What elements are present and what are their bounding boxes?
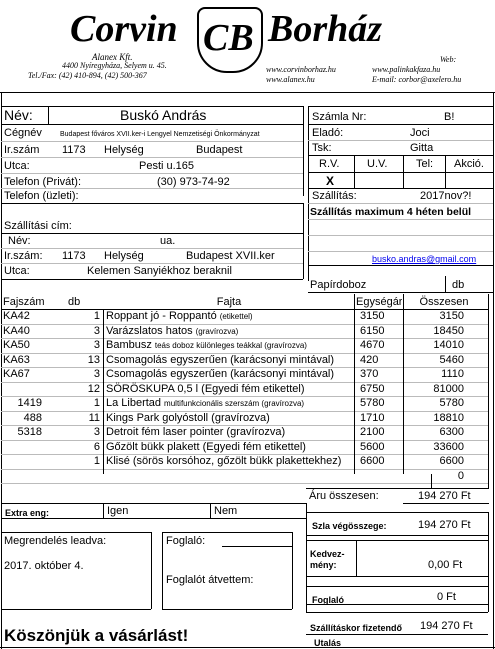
rule: [306, 604, 488, 605]
customer-phone[interactable]: (30) 973-74-92: [157, 176, 230, 188]
row-rule: [1, 483, 488, 484]
item-note: multifunkcionális szerszám (gravírozva): [164, 399, 305, 408]
rule: [431, 474, 432, 488]
rule: [308, 219, 493, 220]
item-name: Csomagolás egyszerűen (karácsonyi mintával): [106, 368, 335, 380]
cell-unit-price[interactable]: 2100: [360, 426, 385, 438]
cell-name[interactable]: [106, 425, 353, 439]
customer-phone-label: Telefon (Privát):: [4, 176, 82, 188]
mark-x[interactable]: X: [326, 174, 335, 188]
rule: [210, 503, 211, 518]
rule: [0, 647, 495, 648]
rule: [306, 488, 489, 489]
order-placed-date[interactable]: 2017. október 4.: [4, 560, 84, 572]
rule: [308, 124, 493, 125]
cell-total: 81000: [433, 383, 464, 395]
rule: [306, 634, 488, 635]
order-placed-label: Megrendelés leadva:: [4, 535, 107, 547]
email-contact[interactable]: E-mail: corbor@axelero.hu: [372, 75, 462, 84]
cell-code[interactable]: KA67: [3, 368, 30, 380]
rule: [303, 106, 304, 196]
customer-street[interactable]: Pesti u.165: [139, 160, 195, 172]
col-tel: Tel:: [416, 158, 434, 170]
cell-unit-price[interactable]: 420: [360, 354, 379, 366]
rule: [306, 540, 488, 541]
cell-total: 18810: [433, 412, 464, 424]
customer-work-phone-label: Telefon (üzleti):: [4, 190, 79, 202]
extra-yes[interactable]: Igen: [107, 505, 129, 517]
shipping-name-label: Név:: [8, 235, 31, 247]
cell-db[interactable]: 1: [93, 310, 100, 322]
cell-name[interactable]: [106, 454, 353, 468]
cell-code[interactable]: [3, 454, 43, 468]
shipping-city[interactable]: Budapest XVII.ker: [186, 250, 275, 262]
rule: [1, 248, 303, 249]
shipping-street-label: Utca:: [4, 265, 30, 277]
cell-code[interactable]: 5318: [17, 426, 42, 438]
shipping-name[interactable]: ua.: [160, 235, 176, 247]
cell-code[interactable]: [3, 469, 43, 483]
company-name: Alanex Kft.: [92, 52, 133, 62]
rule: [48, 106, 49, 124]
cell-total: 5460: [439, 354, 464, 366]
thanks-message: Köszönjük a vásárlást!: [4, 626, 189, 645]
col-rv: R.V.: [319, 158, 340, 170]
th-db: db: [68, 296, 81, 308]
rule: [306, 512, 488, 513]
item-name: Varázslatos hatos: [106, 325, 193, 337]
customer-zip[interactable]: 1173: [62, 144, 86, 156]
cell-unit-price[interactable]: 4670: [360, 339, 385, 351]
cell-unit-price[interactable]: 6750: [360, 383, 385, 395]
item-name: Detroit fém laser pointer (gravírozva): [106, 426, 286, 438]
goods-total-label: Áru összesen:: [309, 490, 379, 502]
rule: [1, 503, 306, 504]
cell-unit-price[interactable]: 5600: [360, 441, 385, 453]
goods-total: 194 270 Ft: [418, 490, 471, 502]
cell-db[interactable]: 3: [93, 325, 100, 337]
cell-name[interactable]: [106, 338, 353, 352]
rule: [308, 188, 493, 189]
rule: [222, 546, 292, 547]
rule: [1, 263, 303, 264]
pay-on-delivery: 194 270 Ft: [420, 620, 473, 632]
cell-code[interactable]: [3, 382, 43, 396]
cell-name[interactable]: [106, 411, 353, 425]
cell-db[interactable]: 1: [93, 397, 100, 409]
delivery-date[interactable]: 2017nov?!: [420, 190, 472, 202]
rule: [354, 294, 355, 474]
cell-unit-price[interactable]: 6600: [360, 455, 385, 467]
deposit-total-label: Foglaló: [312, 595, 344, 605]
shipping-title: Szállítási cím:: [4, 220, 72, 232]
rule: [356, 540, 357, 576]
customer-body[interactable]: Budapest főváros XVII.ker-i Lengyel Nemzetiségi Önkormányzat: [60, 131, 260, 138]
th-total: Összesen: [419, 296, 469, 308]
discount-label-1: Kedvez-: [310, 549, 345, 559]
discount: 0,00 Ft: [428, 559, 463, 571]
item-name: Klisé (sörös korsóhoz, gőzölt bükk plakettekhez): [106, 455, 342, 467]
item-name: Bambusz: [106, 339, 152, 351]
rule: [308, 292, 493, 293]
company-phone: Tel./Fax: (42) 410-894, (42) 500-367: [28, 71, 147, 80]
item-name: La Libertad: [106, 397, 162, 409]
cell-unit-price[interactable]: 1710: [360, 412, 385, 424]
discount-label-2: mény:: [310, 560, 337, 570]
web-label: Web:: [440, 55, 457, 64]
cell-code[interactable]: 488: [23, 412, 42, 424]
cell-total: 0: [457, 470, 464, 482]
shipping-zip[interactable]: 1173: [62, 250, 86, 262]
item-note: (gravírozva): [195, 327, 239, 336]
cell-name[interactable]: [106, 324, 353, 338]
cell-db[interactable]: 6: [93, 441, 100, 453]
rule: [306, 576, 488, 577]
seller[interactable]: Joci: [410, 127, 430, 139]
cell-total: 6600: [439, 455, 464, 467]
cell-total: 6300: [439, 426, 464, 438]
rule: [306, 612, 488, 613]
box-label: Papírdoboz: [310, 279, 367, 291]
cell-name[interactable]: [106, 440, 353, 454]
cell-name[interactable]: [106, 309, 353, 323]
order-deposit-label: Foglaló:: [166, 535, 206, 547]
item-name: Csomagolás egyszerűen (karácsonyi mintával): [106, 354, 335, 366]
customer-name-label: Név:: [4, 107, 33, 123]
deposit-total: 0 Ft: [437, 591, 456, 603]
th-code: Fajszám: [3, 296, 45, 308]
rule: [303, 203, 304, 279]
rule: [445, 276, 446, 292]
cell-code[interactable]: [3, 440, 43, 454]
rule: [308, 140, 493, 141]
shipping-street[interactable]: Kelemen Sanyiékhoz beraknil: [87, 265, 232, 277]
invoice-number[interactable]: B!: [444, 111, 455, 123]
item-name: Kings Park golyóstoll (gravírozva): [106, 412, 270, 424]
rule: [308, 172, 493, 173]
deposit-received-label: Foglalót átvettem:: [166, 574, 254, 586]
rule: [1, 157, 303, 158]
cell-code[interactable]: 1419: [17, 397, 42, 409]
cell-total: 1110: [441, 368, 464, 380]
cell-code[interactable]: KA50: [3, 339, 30, 351]
cell-total: 18450: [433, 325, 464, 337]
cell-name[interactable]: [106, 469, 353, 483]
customer-name[interactable]: Buskó András: [120, 107, 207, 123]
rule: [162, 532, 163, 609]
customer-zip-label: Ir.szám: [4, 144, 40, 156]
cell-total: 3150: [439, 310, 464, 322]
invoice-total: 194 270 Ft: [418, 519, 471, 531]
rule: [1, 518, 306, 519]
rule: [308, 235, 493, 236]
pay-on-delivery-label: Szállításkor fizetendő: [310, 623, 403, 633]
web-link-3[interactable]: www.alanex.hu: [266, 75, 315, 84]
rule: [306, 535, 488, 536]
cell-unit-price[interactable]: 6150: [360, 325, 385, 337]
invoice-total-label: Szla végösszege:: [312, 521, 387, 531]
cell-code[interactable]: KA40: [3, 325, 30, 337]
cell-name[interactable]: [106, 382, 353, 396]
rule: [308, 106, 309, 281]
th-unit: Egységár: [356, 296, 402, 308]
rule: [292, 532, 293, 609]
rule: [308, 251, 493, 252]
tsk-label: Tsk:: [312, 142, 332, 154]
cell-db[interactable]: [60, 469, 100, 483]
item-name: SÖRÖSKUPA 0,5 l (Egyedi fém etikettel): [106, 383, 305, 395]
shipping-city-label: Helység: [104, 250, 144, 262]
cell-unit-price[interactable]: 5780: [360, 397, 385, 409]
monogram-text: CB: [203, 17, 254, 59]
rule: [1, 203, 303, 204]
rule: [1, 188, 303, 189]
delivery-note: Szállítás maximum 4 héten belül: [310, 206, 472, 218]
rule: [1, 609, 151, 610]
cell-name[interactable]: [106, 396, 353, 410]
cell-total: 33600: [433, 441, 464, 453]
cell-db[interactable]: 3: [93, 368, 100, 380]
monogram-seal: [197, 7, 263, 73]
rule: [162, 609, 292, 610]
cell-db[interactable]: 11: [88, 412, 100, 424]
tsk[interactable]: Gitta: [410, 142, 434, 154]
col-uv: U.V.: [367, 158, 388, 170]
rule: [1, 173, 303, 174]
cell-db[interactable]: 3: [93, 339, 100, 351]
customer-city[interactable]: Budapest: [196, 144, 243, 156]
rule: [103, 503, 104, 518]
seller-label: Eladó:: [312, 127, 344, 139]
box-db-label: db: [452, 279, 465, 291]
item-note: (etikettel): [219, 312, 253, 321]
rule: [1, 532, 151, 533]
cell-total: 14010: [433, 339, 464, 351]
cell-name[interactable]: [106, 353, 353, 367]
rule: [308, 203, 493, 204]
delivery-label: Szállítás:: [312, 190, 357, 202]
rule: [308, 106, 493, 107]
customer-city-label: Helység: [104, 144, 144, 156]
rule: [103, 309, 104, 474]
cell-code[interactable]: KA63: [3, 354, 30, 366]
customer-street-label: Utca:: [4, 160, 30, 172]
rule: [308, 155, 493, 156]
invoice-number-label: Számla Nr:: [312, 111, 367, 123]
th-name: Fajta: [216, 296, 242, 308]
cell-code[interactable]: KA42: [3, 310, 30, 322]
cell-total: 5780: [439, 397, 464, 409]
rule: [306, 586, 488, 587]
cell-unit-price[interactable]: 3150: [360, 310, 385, 322]
brand-left: Corvin: [70, 8, 178, 50]
extra-no[interactable]: Nem: [214, 505, 238, 517]
item-name: Gőzölt bükk plakett (Egyedi fém etikettel): [106, 441, 306, 453]
cell-name[interactable]: [106, 367, 353, 381]
item-name: Roppant jó - Roppantó: [106, 310, 217, 322]
rule: [1, 279, 303, 280]
customer-email-link[interactable]: busko.andras@gmail.com: [372, 254, 477, 264]
rule: [403, 294, 404, 474]
cell-db[interactable]: 3: [93, 426, 100, 438]
rule: [162, 532, 292, 533]
rule: [1, 141, 303, 142]
cell-db[interactable]: 1: [93, 455, 100, 467]
rule: [1, 233, 303, 234]
rule: [151, 532, 152, 609]
extra-label: Extra eng:: [5, 508, 50, 518]
frame-right: [493, 92, 494, 649]
web-link-1[interactable]: www.corvinborhaz.hu: [266, 65, 336, 74]
item-note: teás doboz különleges teákkal (gravírozva): [154, 341, 307, 350]
web-link-2[interactable]: www.palinkakfaza.hu: [372, 65, 441, 74]
cell-unit-price[interactable]: [360, 469, 394, 483]
rule: [403, 503, 489, 504]
rule: [1, 124, 303, 125]
cell-db[interactable]: 13: [87, 354, 100, 366]
rule: [488, 512, 489, 612]
customer-body-label: Cégnév: [4, 127, 42, 139]
cell-db[interactable]: 12: [87, 383, 100, 395]
col-akcio: Akció.: [454, 158, 484, 170]
company-address: 4400 Nyíregyháza, Selyem u. 45.: [62, 61, 167, 70]
rule: [306, 512, 307, 612]
shipping-zip-label: Ir.szám:: [4, 250, 43, 262]
frame-left: [1, 92, 2, 649]
cell-unit-price[interactable]: 370: [360, 368, 379, 380]
transfer-label: Utalás: [314, 638, 342, 648]
rule: [488, 294, 489, 488]
brand-right: Borház: [268, 8, 383, 50]
rule: [308, 265, 493, 266]
